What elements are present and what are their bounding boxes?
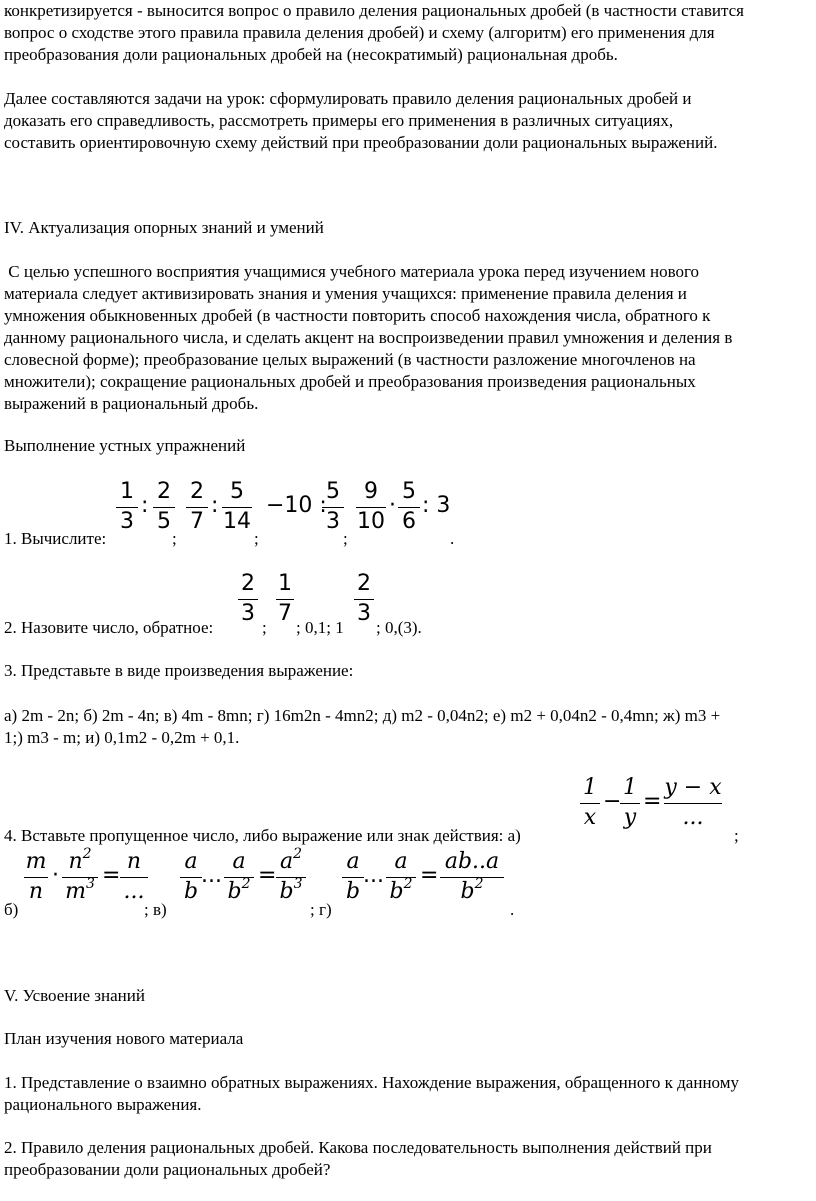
fraction-bar: [356, 507, 386, 508]
fraction-bar: [342, 877, 364, 878]
numerator: 5: [326, 479, 340, 504]
text-line: умножения обыкновенных дробей (в частности повторить способ нахождения числа, обратного к: [4, 306, 711, 325]
text-line: 1. Представление о взаимно обратных выражениях. Нахождение выражения, обращенного к данному: [4, 1073, 739, 1092]
fraction-bar: [398, 507, 420, 508]
plan-heading: План изучения нового материала: [4, 1029, 244, 1048]
tasks-paragraph: [4, 88, 812, 154]
numerator: n: [126, 849, 142, 874]
fraction-bar: [180, 877, 202, 878]
text-line: доказать его справедливость, рассмотреть примеры его применения в различных ситуациях,: [4, 111, 674, 130]
denominator-base: b: [389, 879, 404, 904]
fraction: [116, 480, 138, 534]
fraction: [276, 846, 306, 904]
denominator-base: b: [227, 879, 242, 904]
exercise-4-b-label: б): [4, 900, 19, 919]
numerator: 5: [402, 479, 416, 504]
denominator: n: [28, 879, 44, 904]
text-line: конкретизируется - выносится вопрос о правило деления рациональных дробей (в частности ставится: [4, 1, 744, 20]
text-line: преобразовании доли рациональных дробей?: [4, 1160, 331, 1179]
text-segment: ; 0,(3).: [376, 618, 422, 637]
separator: ;: [262, 618, 267, 637]
numerator-base: a: [279, 849, 294, 874]
denominator: [276, 876, 306, 904]
text-segment: ; г): [310, 900, 332, 919]
denominator: 6: [402, 509, 416, 534]
numerator: 2: [357, 571, 371, 596]
text-line: преобразования доли рациональных дробей на (несократимый) рациональная дробь.: [4, 45, 618, 64]
exercise-1-label: 1. Вычислите:: [4, 529, 107, 548]
exercise-3-label: 3. Представьте в виде произведения выражение:: [4, 661, 354, 680]
text-line: множители); сокращение рациональных дробей и преобразования произведения рациональных: [4, 372, 696, 391]
fraction: [276, 572, 294, 626]
denominator: [440, 876, 504, 904]
text-line: словесной форме); преобразование целых выражений (в частности разложение многочленов на: [4, 350, 696, 369]
separator: ;: [172, 529, 177, 548]
operator: :: [141, 493, 149, 518]
fraction-bar: [222, 507, 252, 508]
denominator: 3: [357, 601, 371, 626]
fraction: [440, 850, 504, 904]
oral-exercises-heading: Выполнение устных упражнений: [4, 436, 246, 455]
operator: : 3: [422, 493, 451, 518]
numerator: a: [346, 849, 360, 874]
fraction-bar: [354, 599, 374, 600]
text-line: рационального выражения.: [4, 1095, 202, 1114]
denominator: y: [623, 805, 637, 830]
numerator: [62, 846, 98, 874]
denominator: b: [183, 879, 199, 904]
denominator: 3: [120, 509, 134, 534]
denominator-base: b: [460, 879, 475, 904]
numerator: a: [394, 849, 408, 874]
fraction-bar: [664, 803, 722, 804]
fraction: [356, 480, 386, 534]
denominator: 14: [223, 509, 251, 534]
denominator: 5: [157, 509, 171, 534]
numerator: a: [184, 849, 198, 874]
fraction: [238, 572, 258, 626]
operator: −10 :: [266, 493, 327, 518]
fraction: [120, 850, 148, 904]
section-iv-paragraph: [4, 261, 812, 415]
numerator-base: n: [68, 849, 83, 874]
numerator: y − x: [664, 775, 722, 800]
intro-paragraph: [4, 0, 812, 66]
fraction: [186, 480, 208, 534]
text-line: Далее составляются задачи на урок: сформулировать правило деления рациональных дробей и: [4, 89, 692, 108]
separator: ;: [343, 529, 348, 548]
text-line: 2. Правило деления рациональных дробей. Какова последовательность выполнения действий при: [4, 1138, 712, 1157]
denominator: 7: [278, 601, 292, 626]
operator: =: [643, 789, 662, 814]
fraction: [664, 776, 722, 830]
exponent: 2: [293, 846, 303, 862]
fraction: [398, 480, 420, 534]
section-v-heading: V. Усвоение знаний: [4, 986, 145, 1005]
plan-item: [4, 1072, 812, 1116]
exponent: 2: [474, 876, 484, 892]
numerator: ab..a: [444, 849, 500, 874]
denominator: 3: [326, 509, 340, 534]
fraction-bar: [116, 507, 138, 508]
fraction-bar: [153, 507, 175, 508]
fraction-bar: [120, 877, 148, 878]
numerator: 9: [364, 479, 378, 504]
operator: :: [211, 493, 219, 518]
numerator: 5: [230, 479, 244, 504]
fraction-bar: [238, 599, 258, 600]
text-segment: ; 0,1; 1: [296, 618, 344, 637]
fraction: [386, 850, 416, 904]
operator: =: [420, 863, 439, 888]
text-line: вопрос о сходстве этого правила правила деления дробей) и схему (алгоритм) его применения для: [4, 23, 715, 42]
text-line: составить ориентировочную схему действий при преобразовании доли рациональных выражений.: [4, 133, 718, 152]
text-line: С целью успешного восприятия учащимися учебного материала урока перед изучением нового: [4, 262, 700, 281]
exponent: 3: [85, 876, 95, 892]
denominator: ...: [123, 879, 145, 904]
fraction-bar: [186, 507, 208, 508]
operator: −: [603, 789, 622, 814]
operator: ...: [363, 863, 384, 888]
operator: ...: [201, 863, 222, 888]
text-segment: .: [510, 900, 515, 919]
fraction: [224, 850, 254, 904]
fraction: [354, 572, 374, 626]
fraction: [153, 480, 175, 534]
denominator: [62, 876, 98, 904]
separator: ;: [254, 529, 259, 548]
denominator-base: b: [279, 879, 294, 904]
exercise-2-label: 2. Назовите число, обратное:: [4, 618, 214, 637]
numerator: 2: [190, 479, 204, 504]
text-line: 1;) m3 - m; и) 0,1m2 - 0,2m + 0,1.: [4, 728, 240, 747]
text-line: материала следует активизировать знания и умения учащихся: применение правила деления и: [4, 284, 687, 303]
plan-item: [4, 1137, 812, 1181]
denominator: 10: [357, 509, 385, 534]
exponent: 2: [241, 876, 251, 892]
numerator: 1: [583, 775, 597, 800]
exercise-3-items: [4, 705, 812, 749]
operator: ·: [389, 493, 396, 518]
operator: =: [102, 863, 121, 888]
denominator: 7: [190, 509, 204, 534]
operator: ·: [52, 863, 59, 888]
numerator: 1: [278, 571, 292, 596]
denominator: ...: [682, 805, 704, 830]
exponent: 2: [403, 876, 413, 892]
denominator: x: [583, 805, 597, 830]
numerator: 2: [157, 479, 171, 504]
denominator: b: [345, 879, 361, 904]
numerator: m: [25, 849, 47, 874]
text-segment: ; в): [144, 900, 167, 919]
exercise-4-label: 4. Вставьте пропущенное число, либо выражение или знак действия: а): [4, 826, 521, 845]
fraction-bar: [580, 803, 600, 804]
exponent: 3: [293, 876, 303, 892]
fraction: [620, 776, 640, 830]
fraction: [24, 850, 48, 904]
text-line: данному рационального числа, и сделать акцент на воспроизведении правил умножения и деления в: [4, 328, 733, 347]
exponent: 2: [82, 846, 92, 862]
fraction: [322, 480, 344, 534]
numerator: 1: [120, 479, 134, 504]
fraction-bar: [276, 599, 294, 600]
numerator: 1: [623, 775, 637, 800]
denominator-base: m: [65, 879, 86, 904]
separator: .: [450, 529, 455, 548]
section-iv-heading: IV. Актуализация опорных знаний и умений: [4, 218, 324, 237]
denominator: [224, 876, 254, 904]
fraction-bar: [322, 507, 344, 508]
fraction-bar: [440, 877, 504, 878]
fraction: [180, 850, 202, 904]
fraction: [342, 850, 364, 904]
fraction: [580, 776, 600, 830]
fraction: [62, 846, 98, 904]
fraction-bar: [24, 877, 48, 878]
numerator: [276, 846, 306, 874]
numerator: 2: [241, 571, 255, 596]
numerator: a: [232, 849, 246, 874]
operator: =: [258, 863, 277, 888]
denominator: [386, 876, 416, 904]
fraction: [222, 480, 252, 534]
fraction-bar: [620, 803, 640, 804]
separator: ;: [734, 826, 739, 845]
denominator: 3: [241, 601, 255, 626]
text-line: выражений в рациональный дробь.: [4, 394, 259, 413]
text-line: а) 2m - 2n; б) 2m - 4n; в) 4m - 8mn; г) 16m2n - 4mn2; д) m2 - 0,04n2; е) m2 + 0,04n2 - 0,4mn; ж) m3 +: [4, 706, 721, 725]
